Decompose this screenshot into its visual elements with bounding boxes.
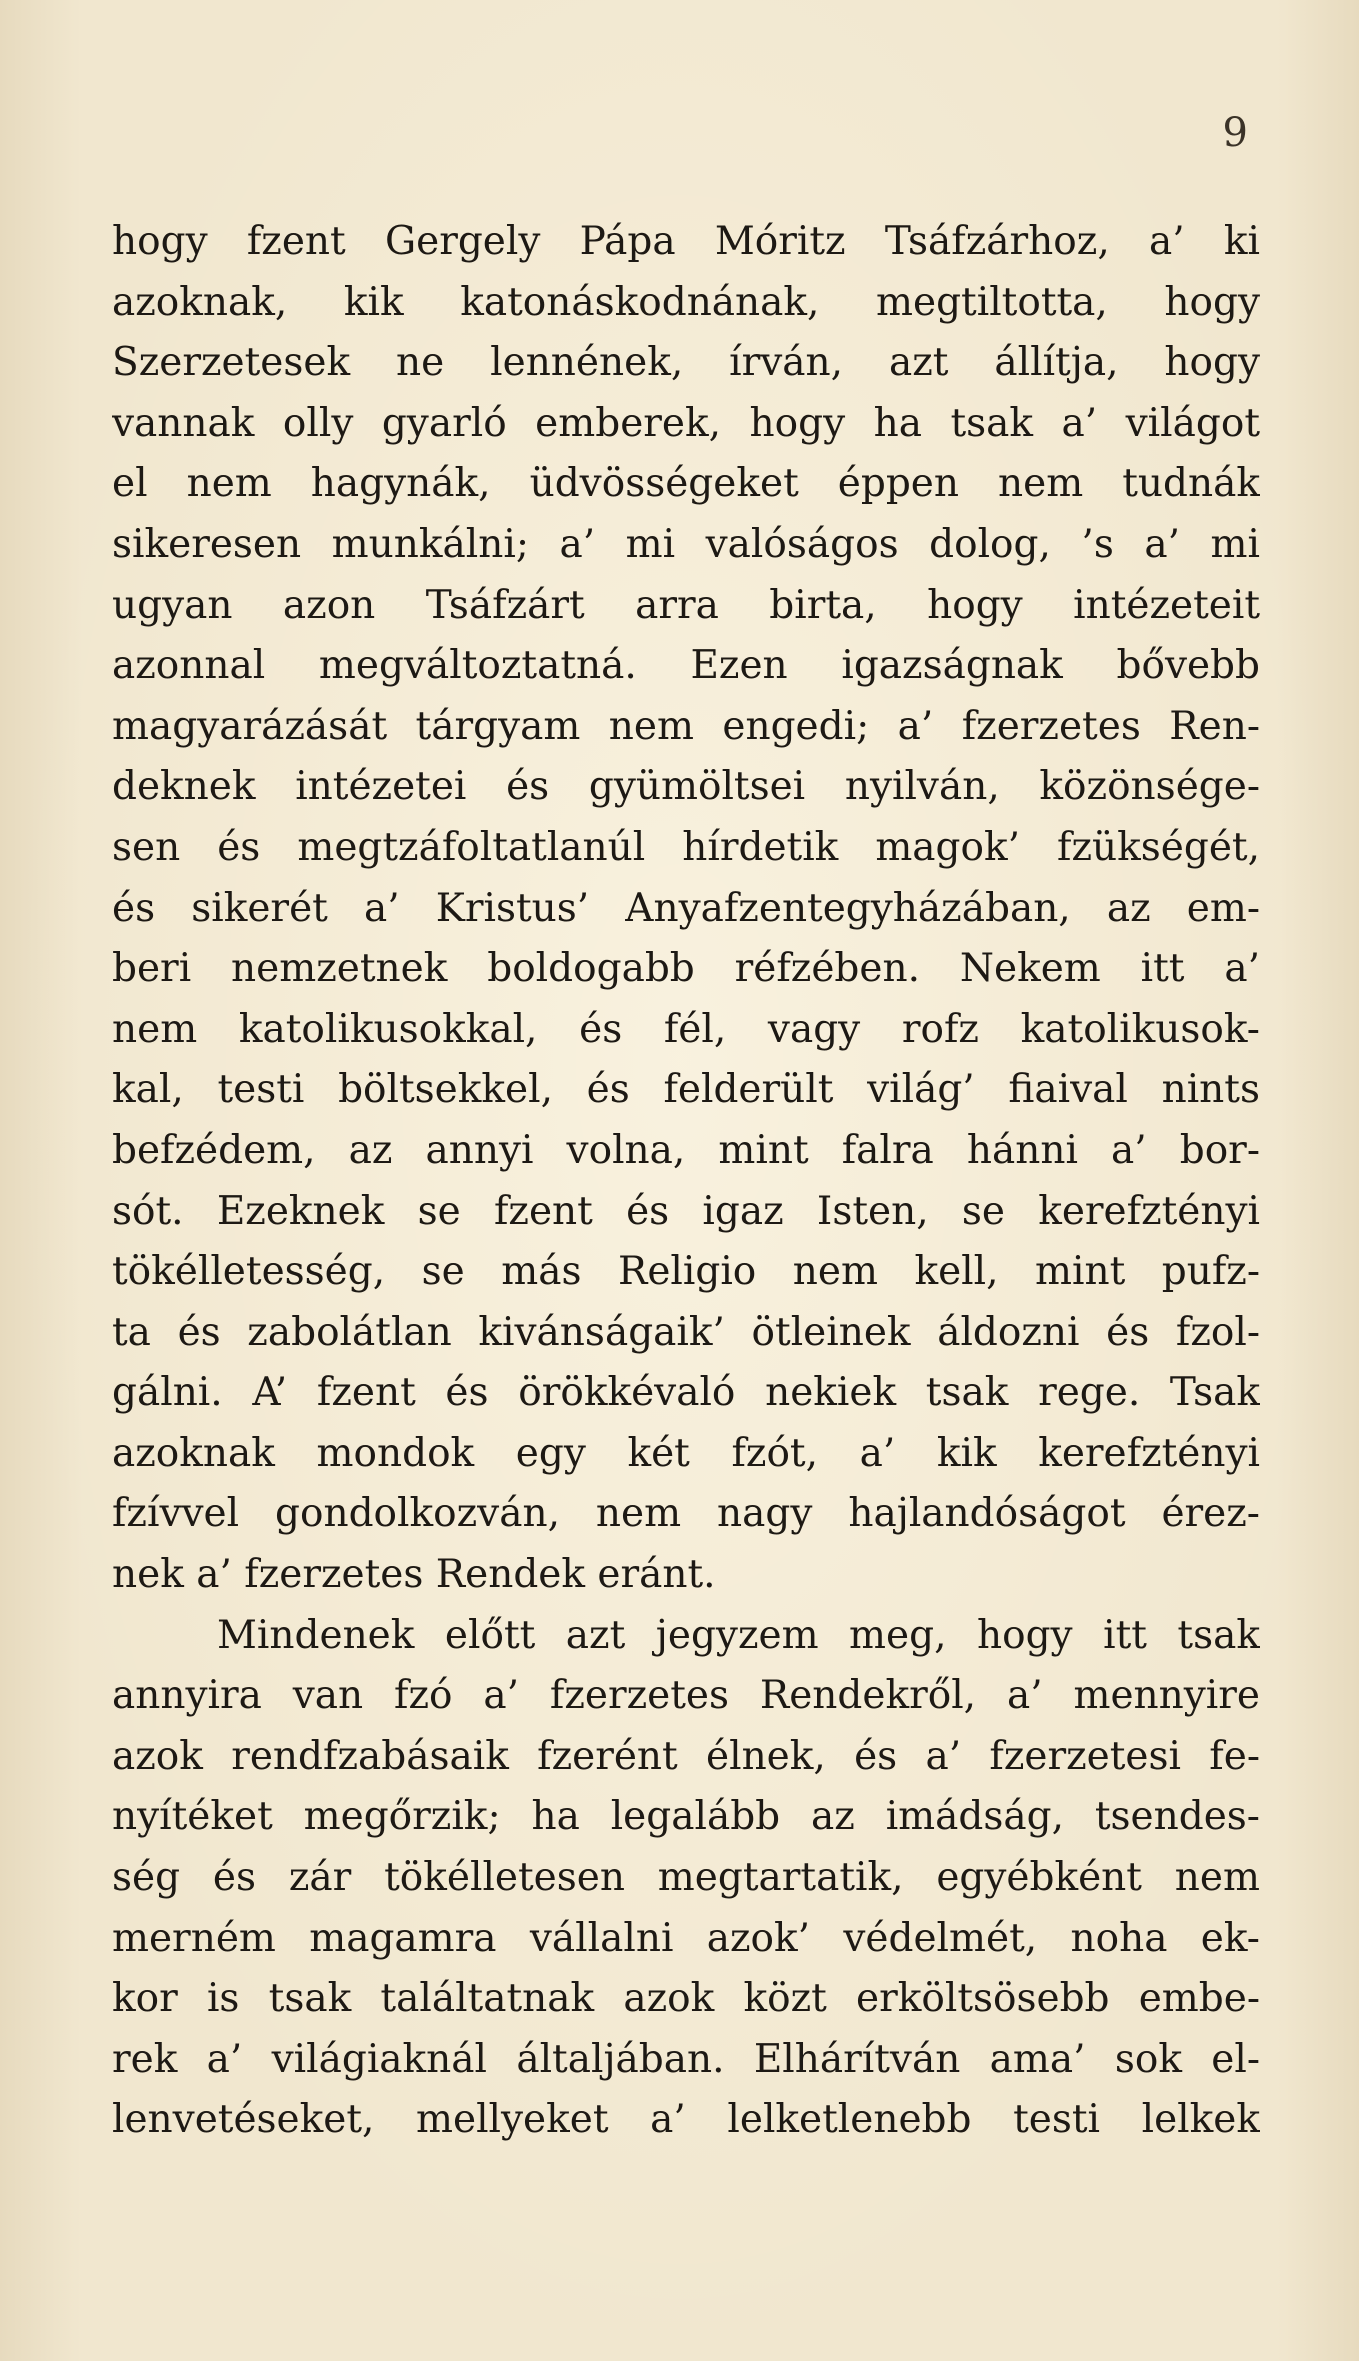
text-line: el nem hagynák, üdvösségeket éppen nem tudnák: [112, 461, 1260, 507]
text-line: merném magamra vállalni azok’ védelmét, noha ek-: [112, 1915, 1260, 1961]
text-line: ség és zár tökélletesen megtartatik, egyébként nem: [112, 1855, 1260, 1901]
text-line: deknek intézetei és gyümöltsei nyilván, közönsége-: [112, 764, 1260, 810]
body-text: [112, 212, 1260, 2151]
text-line: azoknak mondok egy két fzót, a’ kik kerefztényi: [112, 1430, 1260, 1476]
text-line: hogy fzent Gergely Pápa Móritz Tsáfzárhoz, a’ ki: [112, 219, 1260, 264]
paragraph-end-line: nek a’ fzerzetes Rendek eránt.: [112, 1552, 716, 1598]
text-line: gálni. A’ fzent és örökkévaló nekiek tsak rege. Tsak: [112, 1370, 1260, 1416]
text-line: sikeresen munkálni; a’ mi valóságos dolog, ’s a’ mi: [112, 521, 1260, 567]
text-line: rek a’ világiaknál általjában. Elhárítván ama’ sok el-: [112, 2036, 1260, 2082]
text-line: annyira van fzó a’ fzerzetes Rendekről, a’ mennyire: [112, 1673, 1260, 1719]
text-line: és sikerét a’ Kristus’ Anyafzentegyházában, az em-: [112, 885, 1260, 931]
text-line: sót. Ezeknek se fzent és igaz Isten, se kerefztényi: [112, 1188, 1260, 1234]
text-line: sen és megtzáfoltatlanúl hírdetik magok’ fzükségét,: [112, 824, 1260, 870]
text-line: magyarázását tárgyam nem engedi; a’ fzerzetes Ren-: [112, 703, 1260, 749]
page-number: 9: [1222, 110, 1249, 156]
text-line: beri nemzetnek boldogabb réfzében. Nekem itt a’: [112, 946, 1260, 992]
text-line: tökélletesség, se más Religio nem kell, mint pufz-: [112, 1249, 1260, 1295]
paragraph-start-line: Mindenek előtt azt jegyzem meg, hogy itt tsak: [217, 1612, 1260, 1658]
text-line: ta és zabolátlan kivánságaik’ ötleinek áldozni és fzol-: [112, 1309, 1260, 1355]
text-line: befzédem, az annyi volna, mint falra hánni a’ bor-: [112, 1127, 1260, 1173]
text-line: azoknak, kik katonáskodnának, megtiltotta, hogy: [112, 279, 1260, 325]
text-line: nem katolikusokkal, és fél, vagy rofz katolikusok-: [112, 1006, 1260, 1052]
text-line: azok rendfzabásaik fzerént élnek, és a’ fzerzetesi fe-: [112, 1733, 1260, 1779]
text-line: Szerzetesek ne lennének, írván, azt állítja, hogy: [112, 340, 1260, 386]
text-line: vannak olly gyarló emberek, hogy ha tsak a’ világot: [112, 400, 1260, 446]
text-line: lenvetéseket, mellyeket a’ lelketlenebb testi lelkek: [112, 2097, 1260, 2143]
text-line: fzívvel gondolkozván, nem nagy hajlandóságot érez-: [112, 1491, 1260, 1537]
text-line: azonnal megváltoztatná. Ezen igazságnak bővebb: [112, 643, 1260, 689]
text-line: kal, testi böltsekkel, és felderült világ’ fiaival nints: [112, 1067, 1260, 1113]
text-line: kor is tsak találtatnak azok közt erköltsösebb embe-: [112, 1976, 1260, 2022]
text-line: ugyan azon Tsáfzárt arra birta, hogy intézeteit: [112, 582, 1260, 628]
text-line: nyítéket megőrzik; ha legalább az imádság, tsendes-: [112, 1794, 1260, 1840]
